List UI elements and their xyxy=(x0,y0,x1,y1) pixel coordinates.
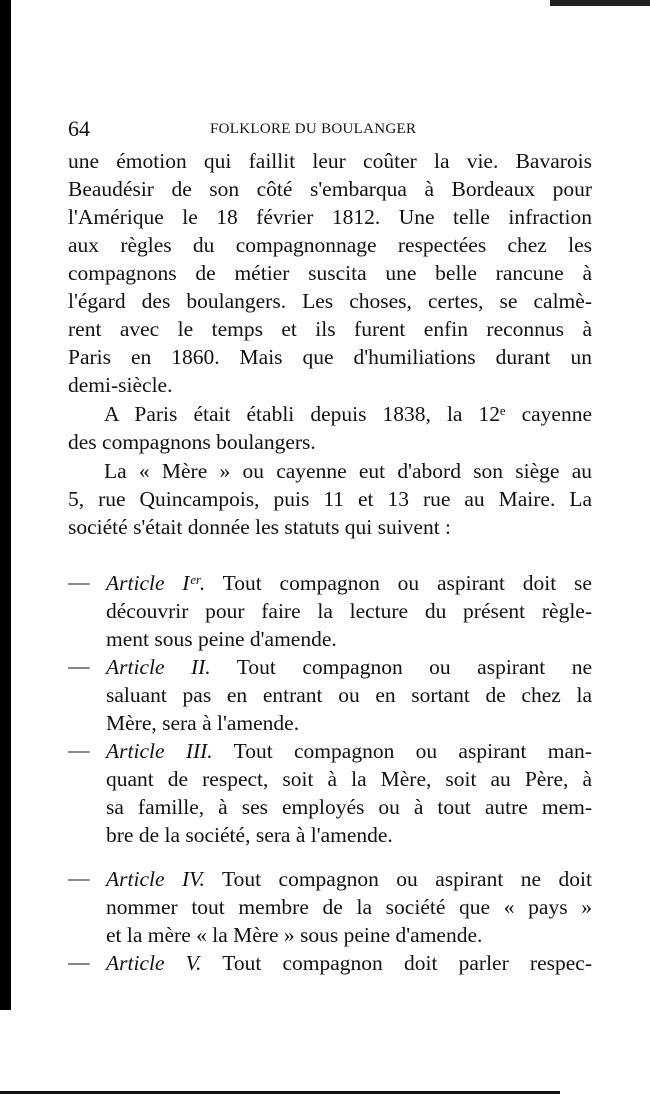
article-first-line xyxy=(106,738,592,764)
text-line: une émotion qui faillit leur coûter la vie. Bavarois xyxy=(68,149,592,173)
text-line: demi-siècle. xyxy=(68,373,173,397)
text-line: nommer tout membre de la société que « pays » xyxy=(106,895,592,919)
article-text: Tout compagnon ou aspirant ne doit xyxy=(221,867,592,891)
article-first-line xyxy=(106,950,592,976)
article-first-line xyxy=(106,866,592,892)
article-dash: — xyxy=(68,950,90,974)
text-line: sa famille, à ses employés ou à tout autre mem- xyxy=(106,795,592,819)
running-title: FOLKLORE DU BOULANGER xyxy=(210,121,417,137)
article-dash: — xyxy=(68,738,90,762)
article-title: Article Iᵉʳ. xyxy=(106,571,206,595)
text-line: saluant pas en entrant ou en sortant de chez la xyxy=(106,683,592,707)
article-text: Tout compagnon ou aspirant ne xyxy=(236,655,592,679)
text-line: Paris en 1860. Mais que d'humiliations durant un xyxy=(68,345,592,369)
article-dash: — xyxy=(68,570,90,594)
article-dash: — xyxy=(68,866,90,890)
article-first-line xyxy=(106,654,592,680)
text-line: La « Mère » ou cayenne eut d'abord son siège au xyxy=(104,459,592,483)
text-line: compagnons de métier suscita une belle rancune à xyxy=(68,261,592,285)
text-line: ment sous peine d'amende. xyxy=(106,627,337,651)
article-first-line xyxy=(106,570,592,596)
scan-edge-left xyxy=(0,0,11,1010)
text-line: bre de la société, sera à l'amende. xyxy=(106,823,393,847)
text-line: des compagnons boulangers. xyxy=(68,430,316,454)
text-line: l'Amérique le 18 février 1812. Une telle infraction xyxy=(68,205,592,229)
text-line: Beaudésir de son côté s'embarqua à Bordeaux pour xyxy=(68,177,592,201)
article-text: Tout compagnon ou aspirant doit se xyxy=(222,571,592,595)
article-dash: — xyxy=(68,654,90,678)
article-text: Tout compagnon doit parler respec- xyxy=(222,951,592,975)
scan-edge-bottom xyxy=(0,1091,560,1094)
article-title: Article III. xyxy=(106,739,213,763)
text-line: Mère, sera à l'amende. xyxy=(106,711,300,735)
text-line: A Paris était établi depuis 1838, la 12ᵉ cayenne xyxy=(104,402,592,426)
text-line: 5, rue Quincampois, puis 11 et 13 rue au Maire. La xyxy=(68,487,592,511)
text-line: quant de respect, soit à la Mère, soit au Père, à xyxy=(106,767,592,791)
text-line: aux règles du compagnonnage respectées chez les xyxy=(68,233,592,257)
article-title: Article V. xyxy=(106,951,202,975)
text-line: société s'était donnée les statuts qui suivent : xyxy=(68,515,452,539)
article-title: Article IV. xyxy=(106,867,205,891)
article-title: Article II. xyxy=(106,655,211,679)
text-line: l'égard des boulangers. Les choses, certes, se calmè- xyxy=(68,289,592,313)
text-line: rent avec le temps et ils furent enfin reconnus à xyxy=(68,317,592,341)
scan-edge-top xyxy=(550,0,650,6)
article-text: Tout compagnon ou aspirant man- xyxy=(233,739,592,763)
text-line: découvrir pour faire la lecture du présent règle- xyxy=(106,599,592,623)
page-number: 64 xyxy=(68,116,90,141)
text-line: et la mère « la Mère » sous peine d'amende. xyxy=(106,923,483,947)
